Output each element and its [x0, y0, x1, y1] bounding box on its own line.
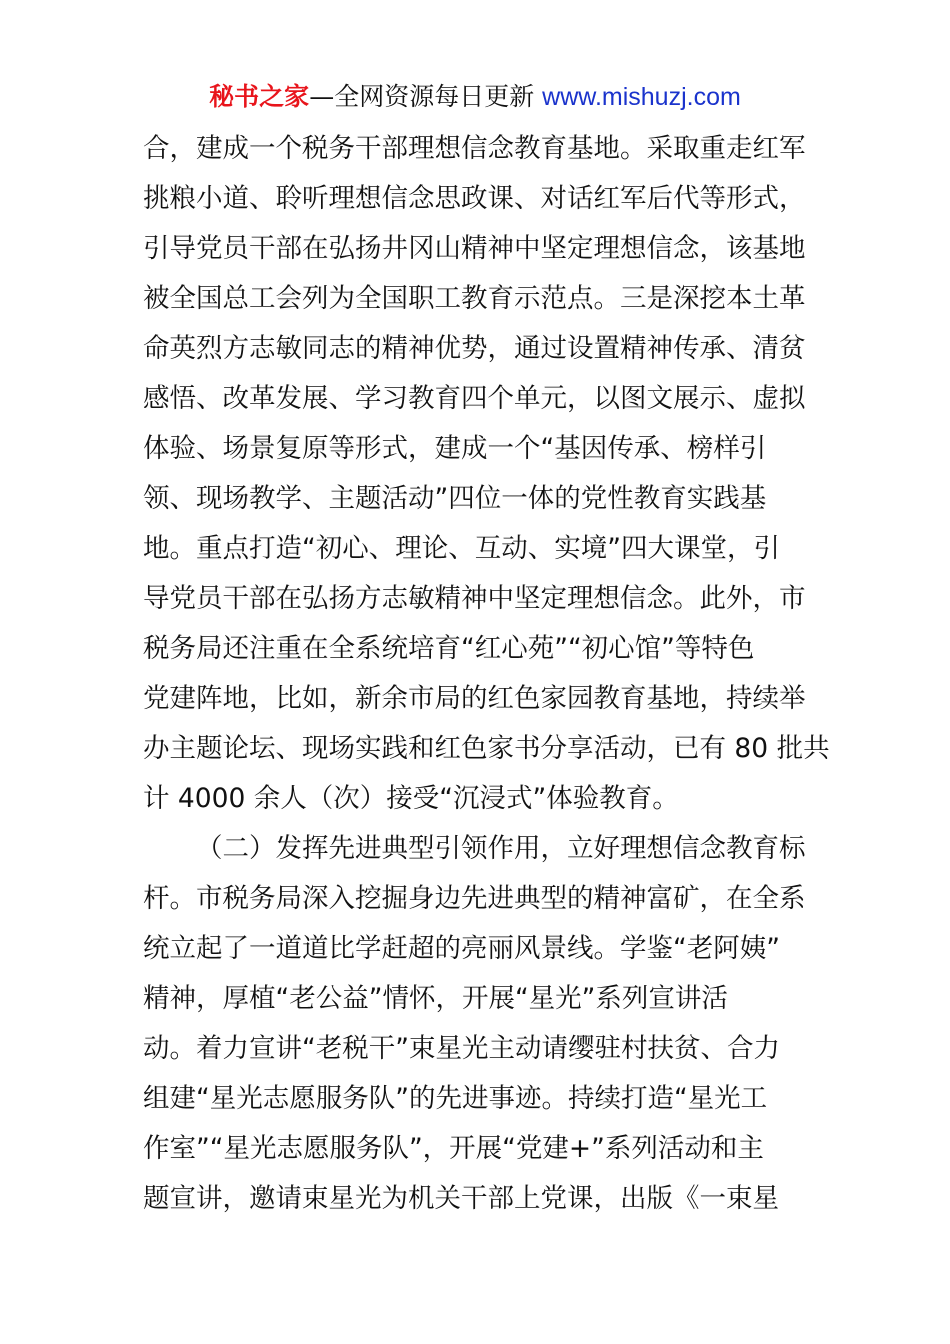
text-line: 挑粮小道、聆听理想信念思政课、对话红军后代等形式，	[143, 183, 806, 214]
text-line: 党建阵地，比如，新余市局的红色家园教育基地，持续举	[143, 683, 806, 714]
paragraph-2	[143, 824, 813, 1224]
page-header	[0, 80, 950, 114]
text-line: 被全国总工会列为全国职工教育示范点。三是深挖本土革	[143, 283, 806, 314]
text-line: 办主题论坛、现场实践和红色家书分享活动，已有 80 批共	[143, 733, 830, 764]
document-body	[143, 124, 830, 1224]
paragraph-1	[143, 124, 830, 824]
text-line: 组建“星光志愿服务队”的先进事迹。持续打造“星光工	[143, 1083, 768, 1114]
text-line: 引导党员干部在弘扬井冈山精神中坚定理想信念，该基地	[143, 233, 806, 264]
text-line: 感悟、改革发展、学习教育四个单元，以图文展示、虚拟	[143, 383, 806, 414]
text-line: （二）发挥先进典型引领作用，立好理想信念教育标	[196, 833, 806, 864]
text-line: 地。重点打造“初心、理论、互动、实境”四大课堂，引	[143, 533, 780, 564]
text-line: 命英烈方志敏同志的精神优势，通过设置精神传承、清贫	[143, 333, 806, 364]
text-line: 导党员干部在弘扬方志敏精神中坚定理想信念。此外，市	[143, 583, 806, 614]
text-line: 合，建成一个税务干部理想信念教育基地。采取重走红军	[143, 133, 806, 164]
text-line: 题宣讲，邀请束星光为机关干部上党课，出版《一束星	[143, 1183, 779, 1214]
site-slogan: —全网资源每日更新	[309, 82, 535, 111]
site-brand: 秘书之家	[209, 82, 310, 111]
text-line: 统立起了一道道比学赶超的亮丽风景线。学鉴“老阿姨”	[143, 933, 780, 964]
text-line: 税务局还注重在全系统培育“红心苑”“初心馆”等特色	[143, 633, 755, 664]
text-line: 领、现场教学、主题活动”四位一体的党性教育实践基	[143, 483, 767, 514]
site-url-link[interactable]: www.mishuzj.com	[542, 83, 741, 111]
text-line: 动。着力宣讲“老税干”束星光主动请缨驻村扶贫、合力	[143, 1033, 780, 1064]
text-line: 杆。市税务局深入挖掘身边先进典型的精神富矿，在全系	[143, 883, 806, 914]
text-line: 计 4000 余人（次）接受“沉浸式”体验教育。	[143, 783, 679, 814]
text-line: 作室”“星光志愿服务队”，开展“党建+”系列活动和主	[143, 1133, 764, 1164]
text-line: 精神，厚植“老公益”情怀，开展“星光”系列宣讲活	[143, 983, 728, 1014]
text-line: 体验、场景复原等形式，建成一个“基因传承、榜样引	[143, 433, 767, 464]
